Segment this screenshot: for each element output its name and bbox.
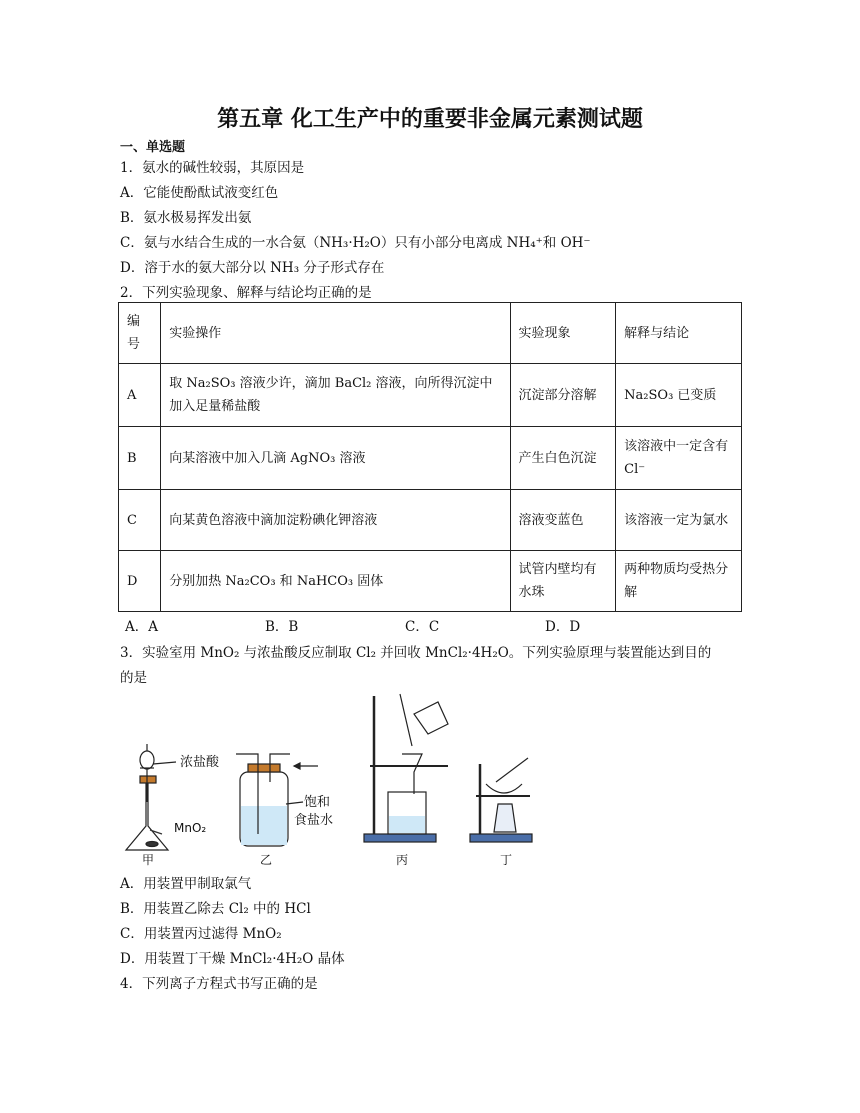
row-conclusion: 该溶液一定为氯水 xyxy=(616,490,742,551)
row-id: D xyxy=(119,551,161,612)
q3-option-c: C．用装置丙过滤得 MnO₂ xyxy=(120,926,282,942)
q3-option-a: A．用装置甲制取氯气 xyxy=(120,876,252,892)
q2-table xyxy=(118,302,742,612)
q2-options xyxy=(125,615,685,635)
caption-ding: 丁 xyxy=(500,853,513,867)
row-phenomenon: 沉淀部分溶解 xyxy=(510,364,616,427)
q4-stem: 4．下列离子方程式书写正确的是 xyxy=(120,976,318,992)
row-conclusion: 该溶液中一定含有 Cl⁻ xyxy=(616,427,742,490)
header-phenomenon: 实验现象 xyxy=(510,303,616,364)
q2-option-b: B．B xyxy=(265,619,299,635)
header-operation: 实验操作 xyxy=(161,303,510,364)
table-row xyxy=(119,490,742,551)
label-brine: 食盐水 xyxy=(294,813,334,828)
q2-option-c: C．C xyxy=(405,619,440,635)
q2-option-a: A．A xyxy=(125,619,158,635)
header-conclusion: 解释与结论 xyxy=(616,303,742,364)
row-phenomenon: 溶液变蓝色 xyxy=(510,490,616,551)
q1-option-c: C．氨与水结合生成的一水合氨（NH₃·H₂O）只有小部分电离成 NH₄⁺和 OH⁻ xyxy=(120,235,591,251)
table-header-row xyxy=(119,303,742,364)
label-mno2: MnO₂ xyxy=(174,821,207,835)
table-row xyxy=(119,427,742,490)
q3-option-b: B．用装置乙除去 Cl₂ 中的 HCl xyxy=(120,901,311,917)
apparatus-figure xyxy=(118,684,558,868)
q2-stem: 2．下列实验现象、解释与结论均正确的是 xyxy=(120,285,372,301)
q1-option-d: D．溶于水的氨大部分以 NH₃ 分子形式存在 xyxy=(120,260,385,276)
row-id: B xyxy=(119,427,161,490)
table-row xyxy=(119,551,742,612)
q3-stem-cont: 的是 xyxy=(120,670,147,686)
label-conc-hcl: 浓盐酸 xyxy=(180,755,220,770)
q1-option-a: A．它能使酚酞试液变红色 xyxy=(120,185,279,201)
caption-yi: 乙 xyxy=(260,853,273,867)
caption-jia: 甲 xyxy=(142,853,155,867)
row-conclusion: Na₂SO₃ 已变质 xyxy=(616,364,742,427)
q3-option-d: D．用装置丁干燥 MnCl₂·4H₂O 晶体 xyxy=(120,951,345,967)
caption-bing: 丙 xyxy=(396,853,409,867)
row-operation: 向某黄色溶液中滴加淀粉碘化钾溶液 xyxy=(161,490,510,551)
table-row xyxy=(119,364,742,427)
row-phenomenon: 试管内壁均有水珠 xyxy=(510,551,616,612)
row-id: A xyxy=(119,364,161,427)
row-operation: 向某溶液中加入几滴 AgNO₃ 溶液 xyxy=(161,427,510,490)
page-title: 第五章 化工生产中的重要非金属元素测试题 xyxy=(217,107,643,132)
apparatus-yi xyxy=(236,754,333,867)
apparatus-bing xyxy=(364,694,448,867)
q1-option-b: B．氨水极易挥发出氨 xyxy=(120,210,252,226)
q3-stem: 3．实验室用 MnO₂ 与浓盐酸反应制取 Cl₂ 并回收 MnCl₂·4H₂O。下列实验原理与装置能达到目的 xyxy=(120,645,712,661)
label-saturated: 饱和 xyxy=(304,795,331,810)
row-operation: 取 Na₂SO₃ 溶液少许，滴加 BaCl₂ 溶液，向所得沉淀中加入足量稀盐酸 xyxy=(161,364,510,427)
row-operation: 分别加热 Na₂CO₃ 和 NaHCO₃ 固体 xyxy=(161,551,510,612)
section-heading: 一、单选题 xyxy=(120,140,186,155)
q1-stem: 1．氨水的碱性较弱，其原因是 xyxy=(120,160,305,176)
apparatus-ding xyxy=(470,758,532,867)
q2-option-d: D．D xyxy=(545,619,581,635)
header-id: 编号 xyxy=(119,303,161,364)
apparatus-jia xyxy=(126,744,220,867)
row-conclusion: 两种物质均受热分解 xyxy=(616,551,742,612)
row-phenomenon: 产生白色沉淀 xyxy=(510,427,616,490)
row-id: C xyxy=(119,490,161,551)
